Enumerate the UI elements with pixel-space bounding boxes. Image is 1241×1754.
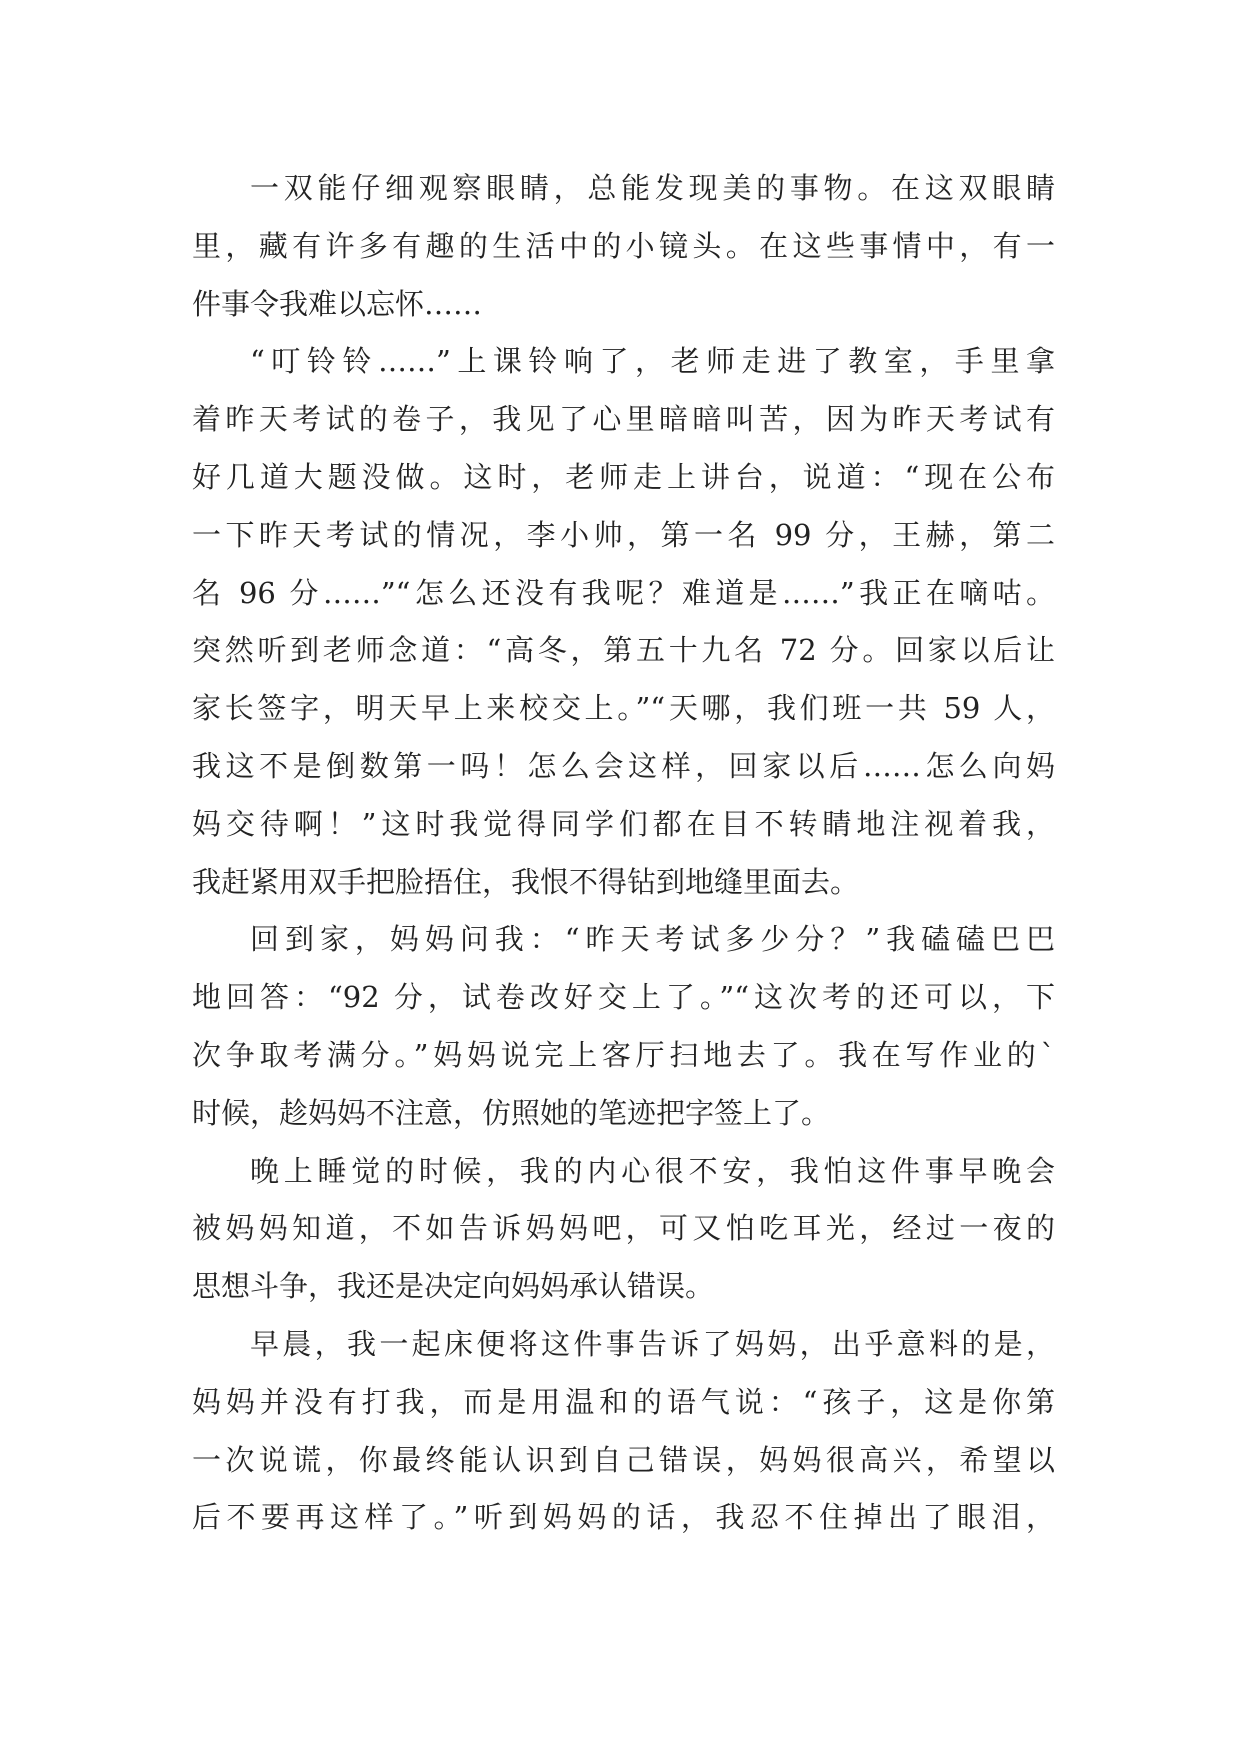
text-line: 家长签字，明天早上来校交上。”“天哪，我们班一共 59 人， <box>192 691 1055 726</box>
text-line: 妈交待啊！”这时我觉得同学们都在目不转睛地注视着我， <box>192 806 1055 841</box>
text-line: 里，藏有许多有趣的生活中的小镜头。在这些事情中，有一 <box>192 228 1055 263</box>
text-line: 后不要再这样了。”听到妈妈的话，我忍不住掉出了眼泪， <box>192 1500 1055 1535</box>
text-line: 一次说谎，你最终能认识到自己错误，妈妈很高兴，希望以 <box>192 1442 1055 1477</box>
text-line: 妈妈并没有打我，而是用温和的语气说：“孩子，这是你第 <box>192 1384 1055 1419</box>
text-line: 次争取考满分。”妈妈说完上客厅扫地去了。我在写作业的` <box>192 1037 1055 1072</box>
text-line: 早晨，我一起床便将这件事告诉了妈妈，出乎意料的是， <box>250 1326 1055 1361</box>
text-line: 回到家，妈妈问我：“昨天考试多少分？”我磕磕巴巴 <box>250 922 1055 957</box>
text-line: 时候，趁妈妈不注意，仿照她的笔迹把字签上了。 <box>192 1095 831 1130</box>
text-line: 一下昨天考试的情况，李小帅，第一名 99 分，王赫，第二 <box>192 517 1055 552</box>
text-line: 我赶紧用双手把脸捂住，我恨不得钻到地缝里面去。 <box>192 864 860 899</box>
text-line: 思想斗争，我还是决定向妈妈承认错误。 <box>192 1269 715 1304</box>
essay-body <box>192 160 1055 1547</box>
text-line: 我这不是倒数第一吗！怎么会这样，回家以后……怎么向妈 <box>192 748 1055 783</box>
text-line: 着昨天考试的卷子，我见了心里暗暗叫苦，因为昨天考试有 <box>192 402 1055 437</box>
text-line: 突然听到老师念道：“高冬，第五十九名 72 分。回家以后让 <box>192 633 1055 668</box>
text-line: 一双能仔细观察眼睛，总能发现美的事物。在这双眼睛 <box>250 171 1055 205</box>
text-line: 地回答：“92 分，试卷改好交上了。”“这次考的还可以，下 <box>192 980 1055 1015</box>
text-line: “叮铃铃……”上课铃响了，老师走进了教室，手里拿 <box>250 344 1055 379</box>
text-line: 被妈妈知道，不如告诉妈妈吧，可又怕吃耳光，经过一夜的 <box>192 1211 1055 1246</box>
text-line: 好几道大题没做。这时，老师走上讲台，说道：“现在公布 <box>192 459 1055 494</box>
text-line: 名 96 分……”“怎么还没有我呢？难道是……”我正在嘀咕。 <box>192 575 1055 610</box>
text-line: 晚上睡觉的时候，我的内心很不安，我怕这件事早晚会 <box>250 1153 1055 1188</box>
text-line: 件事令我难以忘怀…… <box>192 286 483 321</box>
